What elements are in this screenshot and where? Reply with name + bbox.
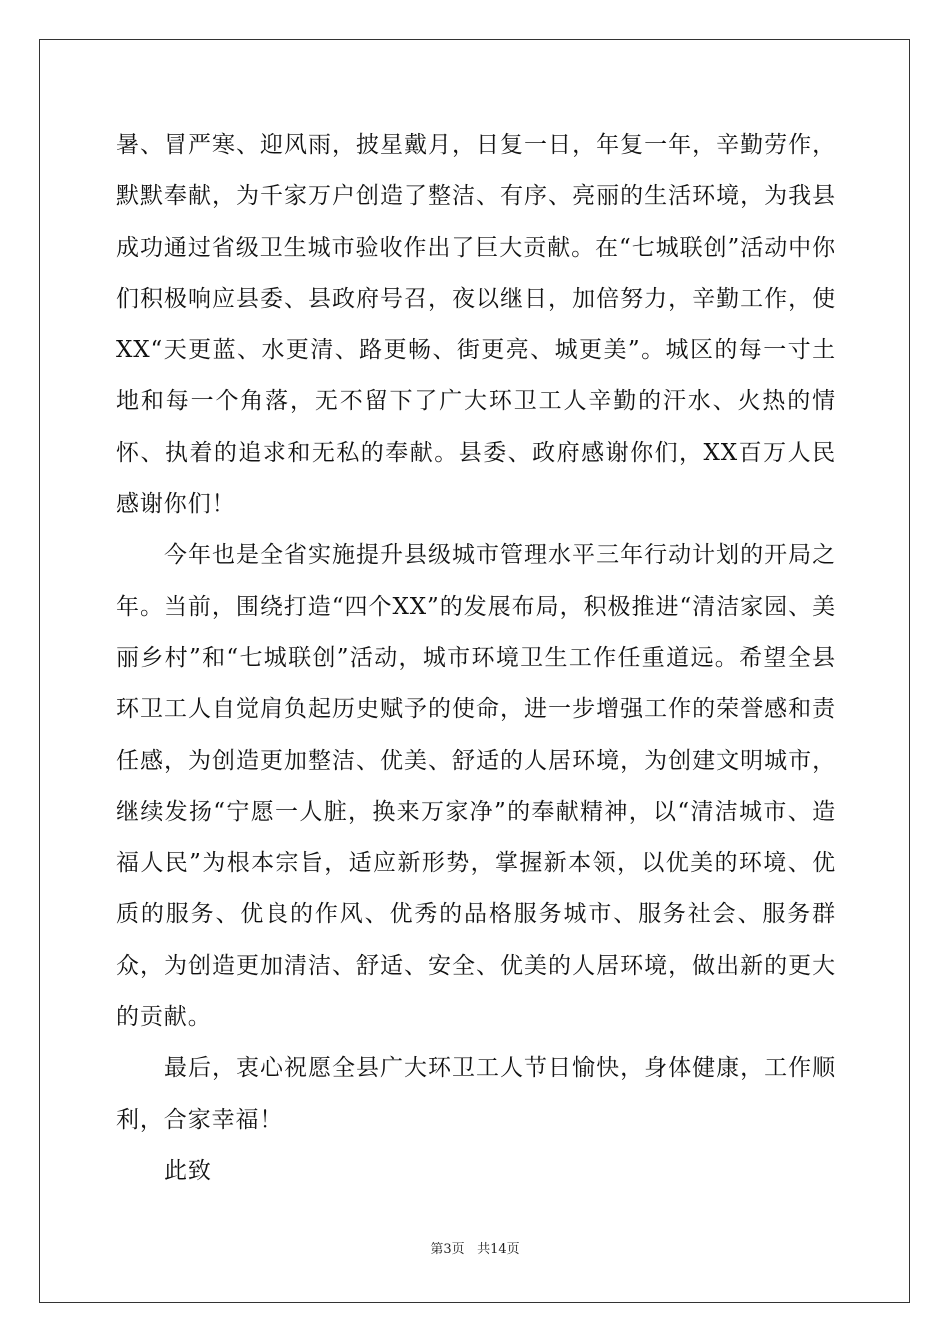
- page-total: 共14页: [477, 1242, 520, 1257]
- paragraph-continuation: 暑、冒严寒、迎风雨，披星戴月，日复一日，年复一年，辛勤劳作，默默奉献，为千家万户创造了整洁、有序、亮丽的生活环境，为我县成功通过省级卫生城市验收作出了巨大贡献。在“七城联创”活动中你们积极响应县委、县政府号召，夜以继日，加倍努力，辛勤工作，使XX“天更蓝、水更清、路更畅、街更亮、城更美”。城区的每一寸土地和每一个角落，无不留下了广大环卫工人辛勤的汗水、火热的情怀、执着的追求和无私的奉献。县委、政府感谢你们，XX百万人民感谢你们！: [116, 132, 836, 518]
- paragraph-plan: 今年也是全省实施提升县级城市管理水平三年行动计划的开局之年。当前，围绕打造“四个XX”的发展布局，积极推进“清洁家园、美丽乡村”和“七城联创”活动，城市环境卫生工作任重道远。希望全县环卫工人自觉肩负起历史赋予的使命，进一步增强工作的荣誉感和责任感，为创造更加整洁、优美、舒适的人居环境，为创建文明城市，继续发扬“宁愿一人脏，换来万家净”的奉献精神，以“清洁城市、造福人民”为根本宗旨，适应新形势，掌握新本领，以优美的环境、优质的服务、优良的作风、优秀的品格服务城市、服务社会、服务群众，为创造更加清洁、舒适、安全、优美的人居环境，做出新的更大的贡献。: [116, 542, 836, 1031]
- paragraph-wishes: 最后，衷心祝愿全县广大环卫工人节日愉快，身体健康，工作顺利，合家幸福！: [116, 1055, 836, 1133]
- page-number: 第3页: [430, 1242, 465, 1257]
- page-footer: [0, 1241, 950, 1259]
- paragraph-salutation: 此致: [164, 1157, 212, 1184]
- document-body: [116, 120, 836, 1197]
